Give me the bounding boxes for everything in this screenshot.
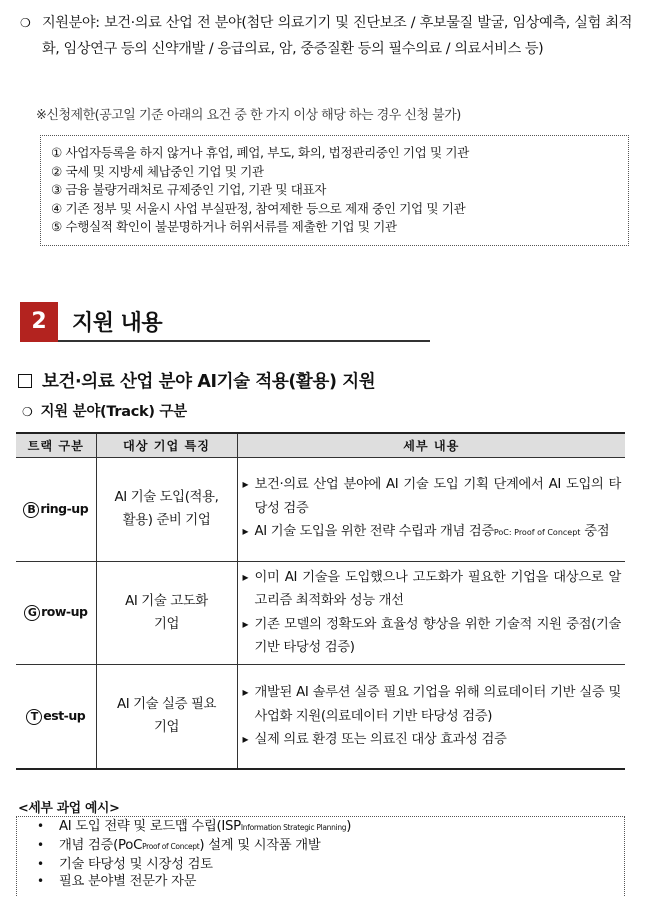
company-feature: AI 기술 고도화 기업 xyxy=(96,561,237,664)
track-heading-text: 지원 분야(Track) 구분 xyxy=(40,404,187,420)
subsection-title-text: 보건·의료 산업 분야 AI기술 적용(활용) 지원 xyxy=(42,372,376,392)
circled-letter-icon: G xyxy=(24,605,40,621)
example-item: • 필요 분야별 전문가 자문 xyxy=(37,874,197,890)
table-row xyxy=(16,457,625,561)
track-table xyxy=(16,432,625,770)
support-field-text: 지원분야: 보건·의료 산업 전 분야(첨단 의료기기 및 진단보조 / 후보물질 발굴, 임상예측, 실험 최적화, 임상연구 등의 신약개발 / 응급의료, 암, 중증질환 등의 필수의료 / 의료서비스 등) xyxy=(42,15,632,57)
restriction-item: ① 사업자등록을 하지 않거나 휴업, 폐업, 부도, 화의, 법정관리중인 기업 및 기관 xyxy=(51,145,469,160)
restriction-list-box xyxy=(40,135,629,246)
restriction-item: ⑤ 수행실적 확인이 불분명하거나 허위서류를 제출한 기업 및 기관 xyxy=(51,219,397,235)
restriction-title: ※신청제한(공고일 기준 아래의 요건 중 한 가지 이상 해당 하는 경우 신청 불가) xyxy=(36,108,461,123)
bullet-dot-icon: • xyxy=(37,819,44,833)
section-title: 지원 내용 xyxy=(72,311,163,336)
table-row xyxy=(16,664,625,769)
table-header-row xyxy=(16,433,625,457)
header-track: 트랙 구분 xyxy=(16,433,96,457)
bullet-dot-icon: • xyxy=(37,856,44,871)
track-name: G row-up xyxy=(16,561,96,664)
support-field-paragraph xyxy=(20,10,632,62)
empty-square-icon xyxy=(18,374,32,388)
detail-point: ▸ 이미 AI 기술을 도입했으나 고도화가 필요한 기업을 대상으로 알고리즘 최적화와 성능 개선 xyxy=(243,566,622,613)
header-details: 세부 내용 xyxy=(237,433,625,457)
examples-title: <세부 과업 예시> xyxy=(18,801,120,816)
subsection-title xyxy=(18,368,375,393)
section-header xyxy=(20,302,430,342)
track-name: T est-up xyxy=(16,664,96,769)
section-number: 2 xyxy=(20,302,58,342)
circle-bullet-icon: ❍ xyxy=(20,16,31,30)
circled-letter-icon: B xyxy=(23,502,39,518)
detail-point: ▸ 실제 의료 환경 또는 의료진 대상 효과성 검증 xyxy=(243,728,622,752)
detail-point: ▸ 기존 모델의 정확도와 효율성 향상을 위한 기술적 지원 중점(기술기반 타당성 검증) xyxy=(243,613,622,660)
track-heading xyxy=(22,400,187,421)
company-feature: AI 기술 실증 필요 기업 xyxy=(96,664,237,769)
circle-bullet-icon: ❍ xyxy=(22,405,33,419)
restriction-item: ③ 금융 불량거래처로 규제중인 기업, 기관 및 대표자 xyxy=(51,182,327,198)
examples-box xyxy=(16,816,625,896)
circled-letter-icon: T xyxy=(26,709,42,725)
company-feature: AI 기술 도입(적용, 활용) 준비 기업 xyxy=(96,457,237,561)
restriction-item: ④ 기존 정부 및 서울시 사업 부실판정, 참여제한 등으로 제재 중인 기업 및 기관 xyxy=(51,200,466,216)
detail-point: ▸ AI 기술 도입을 위한 전략 수립과 개념 검증PoC: Proof of Concept 중점 xyxy=(243,520,622,545)
table-row xyxy=(16,561,625,664)
restriction-item: ② 국세 및 지방세 체납중인 기업 및 기관 xyxy=(51,163,264,179)
example-item: • AI 도입 전략 및 로드맵 수립(ISPInformation Strategic Planning) xyxy=(37,819,352,834)
detail-cell xyxy=(237,664,625,769)
detail-point: ▸ 개발된 AI 솔루션 실증 필요 기업을 위해 의료데이터 기반 실증 및 사업화 지원(의료데이터 기반 타당성 검증) xyxy=(243,681,622,728)
bullet-dot-icon: • xyxy=(37,874,44,889)
bullet-dot-icon: • xyxy=(37,837,44,852)
example-item: • 기술 타당성 및 시장성 검토 xyxy=(37,856,213,872)
detail-cell xyxy=(237,561,625,664)
header-company: 대상 기업 특징 xyxy=(96,433,237,457)
detail-cell xyxy=(237,457,625,561)
section-underline xyxy=(58,340,430,342)
example-item: • 개념 검증(PoCProof of Concept) 설계 및 시작품 개발 xyxy=(37,837,321,853)
detail-point: ▸ 보건·의료 산업 분야에 AI 기술 도입 기획 단계에서 AI 도입의 타당성 검증 xyxy=(243,473,622,520)
track-name: B ring-up xyxy=(16,457,96,561)
